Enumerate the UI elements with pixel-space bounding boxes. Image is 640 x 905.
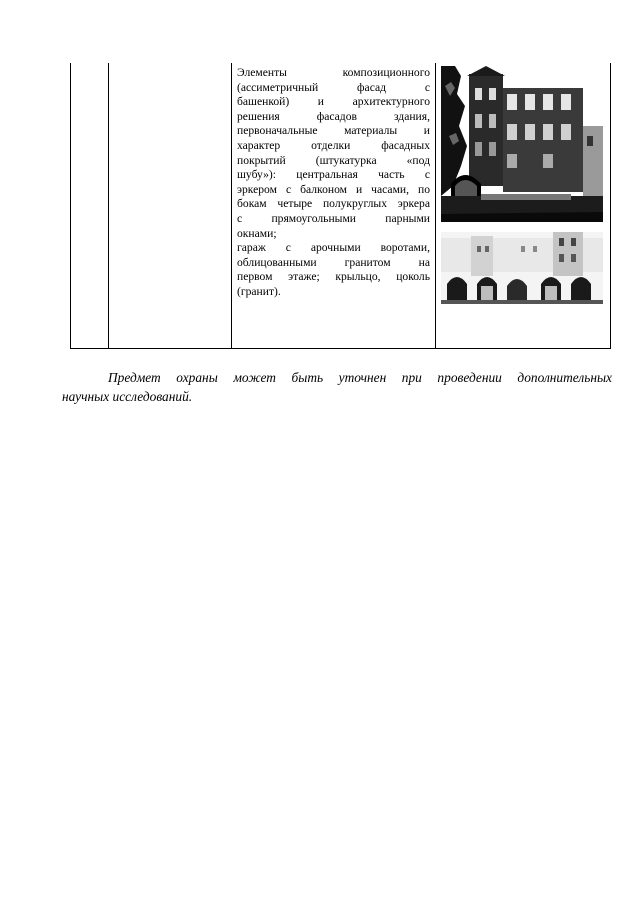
garage-photo (441, 232, 603, 304)
table-column-divider (435, 63, 436, 349)
footnote-line: Предмет охраны может быть уточнен при проведении дополнительных (108, 370, 612, 385)
description-line: башенкой) и архитектурного (237, 95, 430, 109)
description-line: шубу»): центральная часть с (237, 168, 430, 182)
protection-description (237, 66, 430, 300)
description-line: облицованными гранитом на (237, 255, 430, 269)
facade-photo (441, 66, 603, 222)
footnote-line: научных исследований. (62, 389, 193, 404)
table-column-divider (231, 63, 232, 349)
description-line: первоначальные материалы и (237, 124, 430, 138)
table-bottom-border (70, 348, 611, 349)
table-right-border (610, 63, 611, 349)
description-line: Элементы композиционного (237, 66, 430, 79)
description-line: решения фасадов здания, (237, 109, 430, 123)
description-line: бокам четыре полукруглых эркера (237, 197, 430, 211)
description-line: эркером с балконом и часами, по (237, 182, 430, 196)
table-left-border (70, 63, 71, 349)
description-line: покрытий (штукатурка «под (237, 153, 430, 167)
description-line: (гранит). (237, 284, 281, 298)
description-line: (ассиметричный фасад с (237, 80, 430, 94)
footnote (62, 368, 612, 406)
description-line: первом этаже; крыльцо, цоколь (237, 270, 430, 284)
description-line: с прямоугольными парными (237, 211, 430, 225)
description-line: окнами; (237, 226, 277, 240)
description-line: гараж с арочными воротами, (237, 241, 430, 255)
table-column-divider (108, 63, 109, 349)
description-line: характер отделки фасадных (237, 138, 430, 152)
